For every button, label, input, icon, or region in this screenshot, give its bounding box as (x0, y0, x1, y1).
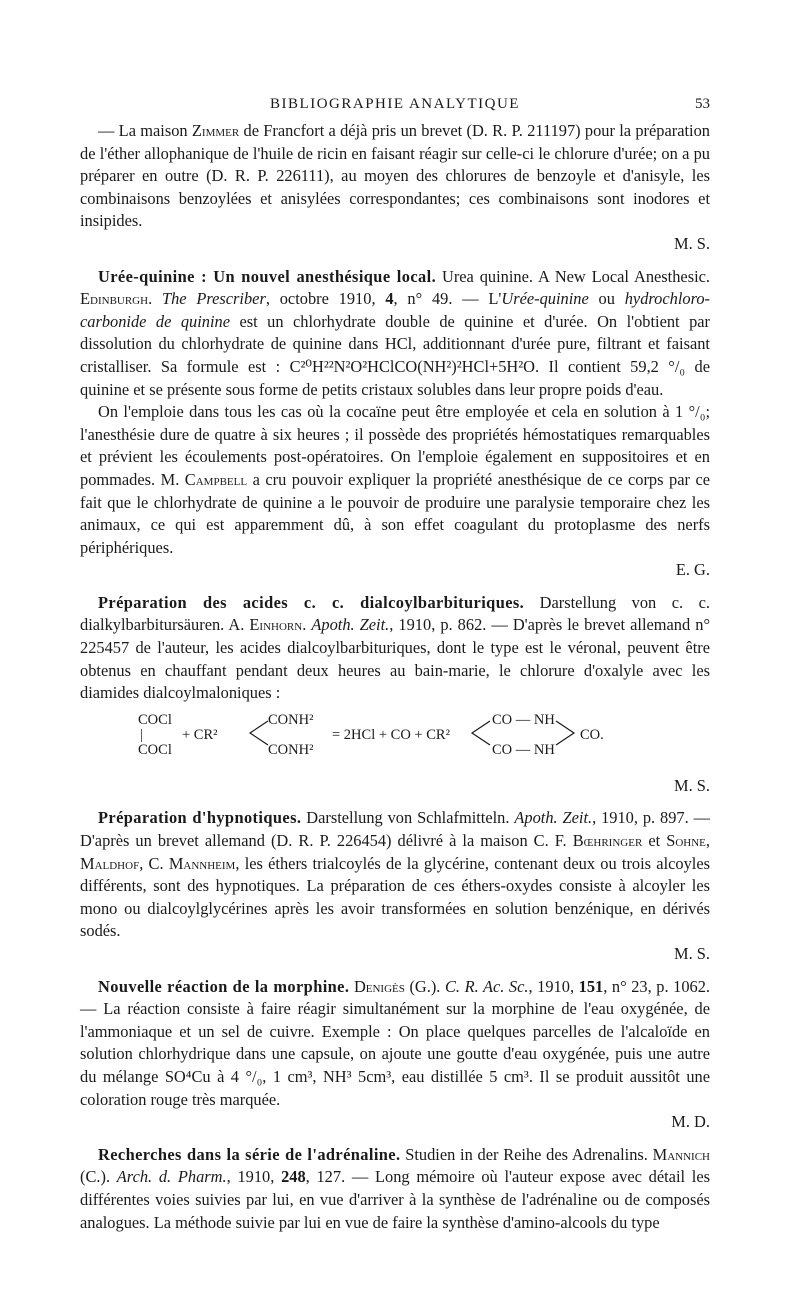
signature: M. S. (674, 944, 710, 963)
entry-hypnotiques (80, 807, 710, 965)
eq-cocl-bottom: COCl (138, 741, 172, 758)
entry-heading: Urée-quinine : Un nouvel anesthésique local. (98, 266, 437, 286)
entry-acides-barbituriques (80, 592, 710, 798)
entry-paragraph: Nouvelle réaction de la morphine. Denigès (G.). C. R. Ac. Sc., 1910, 151, n° 23, p. 1062. — La réaction consiste à faire réagir simultanément sur la morphine de l'eau oxygénée, de l'ammoniaque et un sel de cuivre. Exemple : On place quelques parcelles de l'alcaloïde en solution chlorhydrique dans une capsule, on ajoute une goutte d'eau oxygénée, puis une autre du mélange SO⁴Cu à 4 °/₀, 1 cm³, NH³ 5cm³, eau distillée 5 cm³. Il se produit aussitôt une coloration rouge très marquée. (80, 976, 710, 1109)
running-title: BIBLIOGRAPHIE ANALYTIQUE (270, 96, 520, 112)
eq-co-nh-top: CO — NH (492, 711, 555, 728)
entry-heading: Recherches dans la série de l'adrénaline. (98, 1144, 401, 1164)
author-name: Zimmer (191, 121, 240, 140)
entry-paragraph: Préparation d'hypnotiques. Darstellung von Schlafmitteln. Apoth. Zeit., 1910, p. 897. — D'après un brevet allemand (D. R. P. 226454) délivré à la maison C. F. Bœhringer et Sohne, Maldhof, C. Mannheim, les éthers trialcoylés de la glycérine, contenant deux ou trois alcoyles différents, sont des hypnotiques. La préparation de ces éthers-oxydes consiste à alcoyler les mono ou dialcoylglycérines après les avoir transformées en solution benzénique, en dérivés sodés. (80, 808, 710, 941)
article-body (80, 120, 710, 1234)
running-header (80, 96, 710, 120)
entry-adrenaline (80, 1144, 710, 1234)
eq-bond: | (140, 726, 143, 743)
eq-conh2-bottom: CONH² (268, 741, 314, 758)
eq-cocl-top: COCl (138, 711, 172, 728)
entry-paragraph: Recherches dans la série de l'adrénaline. Studien in der Reihe des Adrenalins. Mannich (C.). Arch. d. Pharm., 1910, 248, 127. — Long mémoire où l'auteur expose avec détail les différentes voies suivies par lui, en vue d'arriver à la synthèse de l'adrénaline ou de composés analogues. La méthode suivie par lui en vue de faire la synthèse d'amino-alcools du type (80, 1144, 710, 1232)
page-number: 53 (695, 96, 710, 112)
page (80, 96, 710, 1234)
entry-paragraph: Urée-quinine : Un nouvel anesthésique local. Urea quinine. A New Local Anesthesic. Edinburgh. The Prescriber, octobre 1910, 4, n° 49. — L'Urée-quinine ou hydrochloro-carbonide de quinine est un chlorhydrate double de quinine et d'urée. On l'obtient par dissolution du chlorhydrate de quinine dans HCl, additionnant d'urée pure, filtrant et faisant cristalliser. Sa formule est : C²⁰H²²N²O²HClCO(NH²)²HCl+5H²O. Il contient 59,2 °/₀ de quinine et se présente sous forme de petits cristaux solubles dans leur propre poids d'eau. (80, 266, 710, 399)
entry-heading: Préparation des acides c. c. dialcoylbarbituriques. (98, 592, 525, 612)
signature: M. D. (671, 1112, 710, 1132)
signature: E. G. (675, 560, 710, 580)
entry-heading: Préparation d'hypnotiques. (98, 808, 302, 828)
entry-uree-quinine (80, 266, 710, 582)
eq-products: = 2HCl + CO + CR² (332, 726, 450, 743)
entry-morphine (80, 976, 710, 1134)
eq-co-nh-bottom: CO — NH (492, 741, 555, 758)
eq-co-end: CO. (580, 726, 604, 743)
eq-plus-cr2: + CR² (182, 726, 218, 743)
signature: M. S. (674, 775, 710, 795)
entry-paragraph: Préparation des acides c. c. dialcoylbarbituriques. Darstellung von c. c. dialkylbarbitursäuren. A. Einhorn. Apoth. Zeit., 1910, p. 862. — D'après le brevet allemand n° 225457 de l'auteur, les acides dialcoylbarbituriques, dont le type est le véronal, peuvent être obtenus en chauffant pendant deux heures au bain-marie, le chlorure d'oxalyle avec les diamides dialcoylmaloniques : (80, 592, 710, 703)
eq-conh2-top: CONH² (268, 711, 314, 728)
signature: M. S. (674, 233, 710, 253)
entry-heading: Nouvelle réaction de la morphine. (98, 976, 350, 996)
entry-paragraph: On l'emploie dans tous les cas où la cocaïne peut être employée et cela en solution à 1 °/₀; l'anesthésie dure de quatre à six heures ; il possède des propriétés hémostatiques remarquables et prévient les écoulements post-opératoires. On l'emploie également en suppositoires et en pommades. M. Campbell a cru pouvoir expliquer la propriété anesthésique de ce corps par ce fait que le chlorhydrate de quinine a le pouvoir de produire une paralysie temporaire chez les animaux, ce qui est apparemment dû, à son effet coagulant du protoplasme des nerfs périphériques. (80, 402, 710, 557)
intro-paragraph: — La maison Zimmer de Francfort a déjà pris un brevet (D. R. P. 211197) pour la préparation de l'éther allophanique de l'huile de ricin en faisant réagir sur celle-ci le chlorure d'urée; on a pu préparer en outre (D. R. P. 226111), au moyen des chlorures de benzoyle et d'anisyle, les combinaisons benzoylées et anisylées correspondantes; ces combinaisons sont inodores et insipides. (80, 121, 710, 231)
chemical-equation (80, 709, 710, 775)
